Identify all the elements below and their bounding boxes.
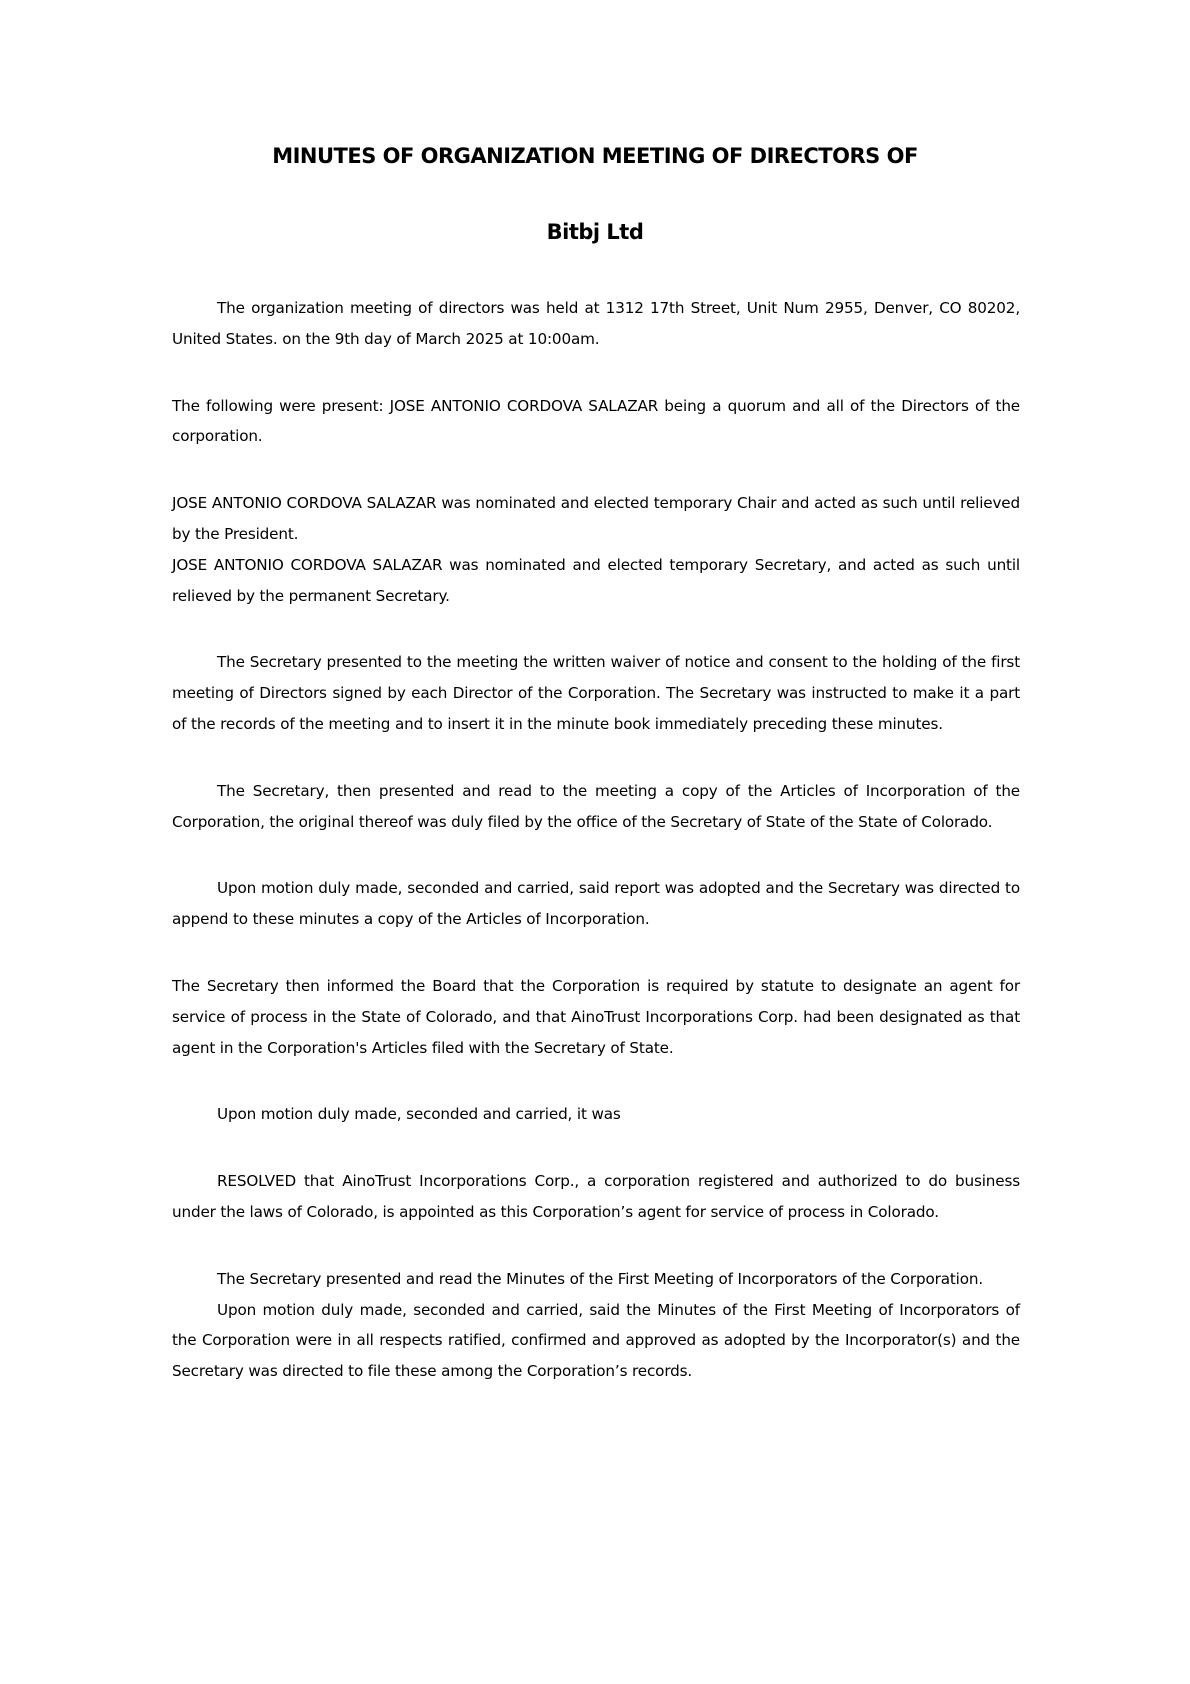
paragraph-meeting-details: The organization meeting of directors was held at 1312 17th Street, Unit Num 2955, Denver, CO 80202, United States. on the 9th day of March 2025 at 10:00am. [172,299,1020,348]
paragraph-registered-agent: The Secretary then informed the Board that the Corporation is required by statute to designate an agent for service of process in the State of Colorado, and that AinoTrust Incorporations Corp. had been designated as that agent in the Corporation's Articles filed with the Secretary of State. [172,976,1020,1057]
paragraph-temporary-secretary: JOSE ANTONIO CORDOVA SALAZAR was nominated and elected temporary Secretary, and acted as such until relieved by the permanent Secretary. [172,555,1020,605]
paragraph-resolution: RESOLVED that AinoTrust Incorporations Corp., a corporation registered and authorized to do business under the laws of Colorado, is appointed as this Corporation’s agent for service of process in Colorado. [172,1172,1020,1221]
paragraph-attendees: The following were present: JOSE ANTONIO CORDOVA SALAZAR being a quorum and all of the Directors of the corporation. [172,396,1020,446]
paragraph-incorporator-minutes: The Secretary presented and read the Minutes of the First Meeting of Incorporators of the Corporation. [217,1269,984,1288]
paragraph-articles-of-incorporation: The Secretary, then presented and read to the meeting a copy of the Articles of Incorporation of the Corporation, the original thereof was duly filed by the office of the Secretary of State of the State of Colorado. [172,781,1020,831]
paragraph-temporary-chair: JOSE ANTONIO CORDOVA SALAZAR was nominated and elected temporary Chair and acted as such until relieved by the President. [172,494,1020,543]
paragraph-ratification: Upon motion duly made, seconded and carried, said the Minutes of the First Meeting of Incorporators of the Corporation were in all respects ratified, confirmed and approved as adopted by the Incorporator(s) and the Secretary was directed to file these among the Corporation’s records. [172,1300,1020,1381]
paragraph-report-adopted: Upon motion duly made, seconded and carried, said report was adopted and the Secretary was directed to append to these minutes a copy of the Articles of Incorporation. [172,879,1020,929]
paragraph-waiver-of-notice: The Secretary presented to the meeting the written waiver of notice and consent to the holding of the first meeting of Directors signed by each Director of the Corporation. The Secretary was instructed to make it a part of the records of the meeting and to insert it in the minute book immediately preceding these minutes. [172,653,1020,733]
document-title: MINUTES OF ORGANIZATION MEETING OF DIRECTORS OF [272,144,918,168]
paragraph-motion: Upon motion duly made, seconded and carried, it was [217,1105,621,1124]
minutes-body [172,293,1020,1387]
company-name: Bitbj Ltd [546,220,644,244]
